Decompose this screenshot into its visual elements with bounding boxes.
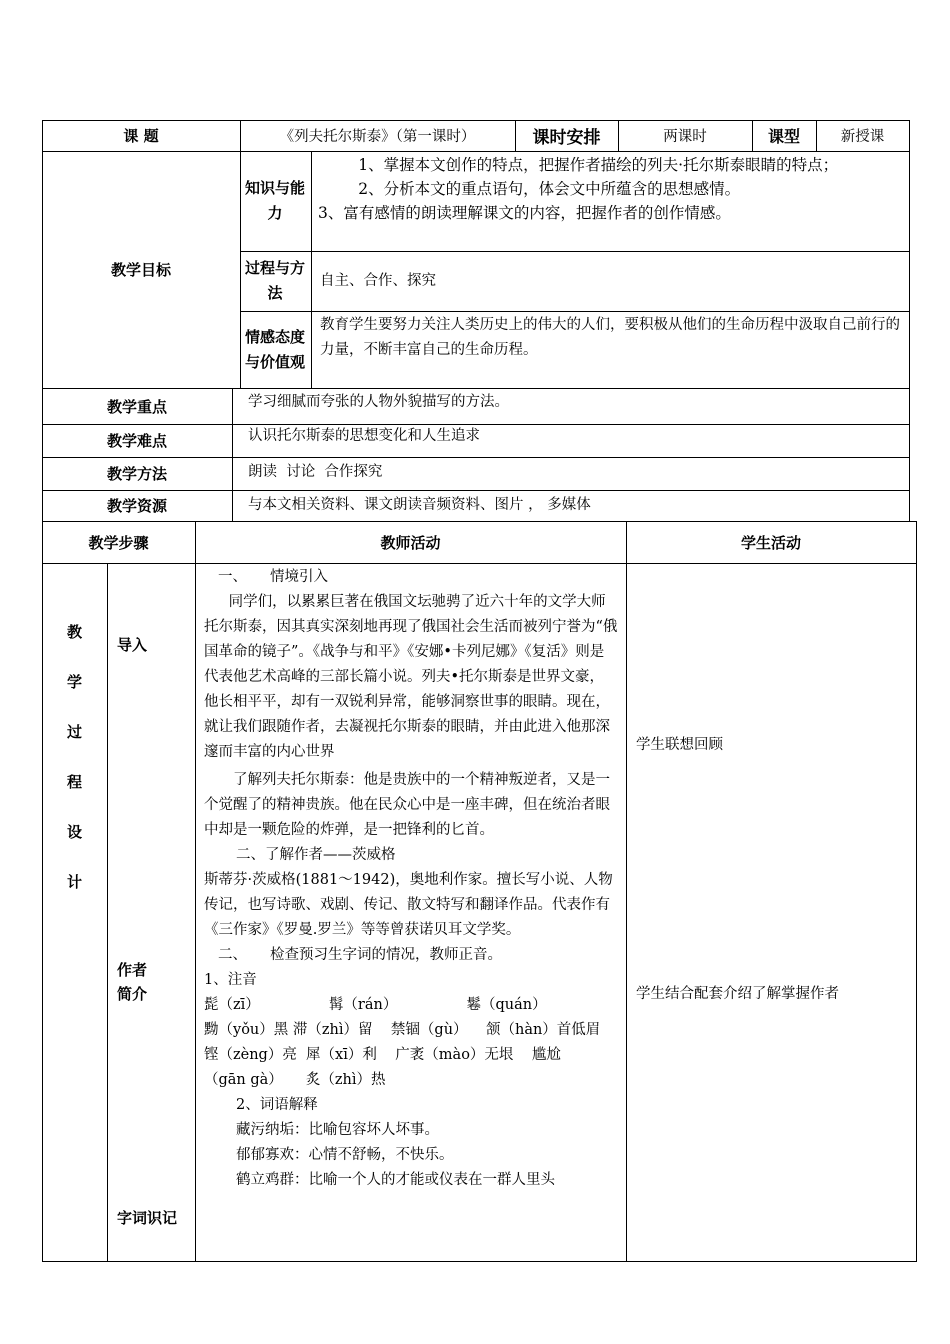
teacher-activity <box>204 565 618 1193</box>
process-design-char: 教 <box>66 623 82 641</box>
section-1-title: 一、 情境引入 <box>218 569 329 585</box>
method-label: 教学方法 <box>106 465 167 483</box>
emotion-label: 情感态度与价值观 <box>244 327 305 371</box>
type-value: 新授课 <box>840 129 885 145</box>
process-label: 过程与方法 <box>244 259 305 302</box>
process-design-char: 设 <box>66 823 82 841</box>
student-header: 学生活动 <box>740 533 801 552</box>
table1-border <box>240 120 241 389</box>
type-label: 课型 <box>767 127 800 146</box>
stage-vocab: 字词识记 <box>117 1209 178 1227</box>
resources-label: 教学资源 <box>106 497 167 515</box>
table2-bottom-border <box>42 1261 917 1262</box>
student-activity-1: 学生联想回顾 <box>636 737 723 753</box>
definition-1: 藏污纳垢：比喻包容坏人坏事。 <box>236 1122 439 1138</box>
student-activity-2: 学生结合配套介绍了解掌握作者 <box>636 986 839 1002</box>
table1-border <box>240 311 910 312</box>
table2-border <box>626 521 627 1262</box>
process-design-char: 过 <box>66 723 82 741</box>
hours-label: 课时安排 <box>532 128 601 148</box>
section-1-paragraph-2: 了解列夫托尔斯泰：他是贵族中的一个精神叛逆者，又是一个觉醒了的精神贵族。他在民众心中是一座丰碑，但在统治者眼中却是一颗危险的炸弹，是一把锋利的匕首。 <box>204 772 610 838</box>
stage-author: 作者 简介 <box>117 961 148 1003</box>
difficulty-label: 教学难点 <box>106 432 167 450</box>
definition-2: 郁郁寡欢：心情不舒畅，不快乐。 <box>236 1147 454 1163</box>
key-points-value: 学习细腻而夸张的人物外貌描写的方法。 <box>248 394 509 410</box>
pinyin-line-1: 髭（zī） 髯（rán） 鬈（quán） <box>204 997 547 1013</box>
emotion-text: 教育学生要努力关注人类历史上的伟大的人们，要积极从他们的生命历程中汲取自己前行的力量，不断丰富自己的生命历程。 <box>320 317 900 358</box>
section-3-sub-1: 1、注音 <box>204 972 257 988</box>
pinyin-line-3: 铿（zèng）亮 犀（xī）利 广袤（mào）无垠 尴尬 <box>204 1047 561 1063</box>
process-text: 自主、合作、探究 <box>320 273 436 289</box>
section-1-paragraph: 同学们，以累累巨著在俄国文坛驰骋了近六十年的文学大师托尔斯泰，因其真实深刻地再现了俄国社会生活而被列宁誉为“俄国革命的镜子”。《战争与和平》《安娜•卡列尼娜》《复活》则是代表他艺术高峰的三部长篇小说。列夫•托尔斯泰是世界文豪，他长相平平，却有一双锐利异常，能够洞察世事的眼睛。现在，就让我们跟随作者，去凝视托尔斯泰的眼睛，并由此进入他那深邃而丰富的内心世界 <box>204 594 618 760</box>
section-2-paragraph: 斯蒂芬·茨威格(1881～1942)，奥地利作家。擅长写小说、人物传记，也写诗歌、戏剧、传记、散文特写和翻译作品。代表作有《三作家》《罗曼.罗兰》等等曾获诺贝耳文学奖。 <box>204 872 613 938</box>
knowledge-line-3: 3、富有感情的朗读理解课文的内容，把握作者的创作情感。 <box>318 204 731 222</box>
table2-border <box>42 563 917 564</box>
table1-border <box>232 388 233 522</box>
topic-value: 《列夫托尔斯泰》（第一课时） <box>279 129 476 145</box>
table2-border <box>195 521 196 1262</box>
pinyin-line-2: 黝（yǒu）黑 滞（zhì）留 禁锢（gù） 颔（hàn）首低眉 <box>204 1022 601 1038</box>
table1-border <box>311 151 312 388</box>
difficulty-value: 认识托尔斯泰的思想变化和人生追求 <box>248 428 480 444</box>
section-3-sub-2: 2、词语解释 <box>236 1097 318 1113</box>
resources-value: 与本文相关资料、课文朗读音频资料、图片 ， 多媒体 <box>248 497 591 513</box>
stage-intro: 导入 <box>117 636 148 654</box>
process-design-char: 程 <box>66 773 82 791</box>
key-points-label: 教学重点 <box>106 397 167 416</box>
table1-border <box>909 120 910 522</box>
topic-label: 课 题 <box>123 127 159 145</box>
goals-label: 教学目标 <box>110 261 171 279</box>
process-design-label <box>42 607 107 907</box>
hours-value: 两课时 <box>663 129 707 145</box>
definition-3: 鹤立鸡群：比喻一个人的才能或仪表在一群人里头 <box>236 1172 555 1188</box>
process-design-char: 计 <box>66 873 82 891</box>
knowledge-line-1: 1、掌握本文创作的特点，把握作者描绘的列夫·托尔斯泰眼睛的特点； <box>358 156 839 174</box>
steps-header: 教学步骤 <box>88 533 149 552</box>
section-3-title: 二、 检查预习生字词的情况，教师正音。 <box>218 947 503 963</box>
knowledge-text <box>318 153 906 225</box>
process-design-char: 学 <box>66 673 82 691</box>
table1-border <box>240 251 910 252</box>
table2-border <box>107 563 108 1262</box>
teacher-header: 教师活动 <box>380 533 441 552</box>
knowledge-label: 知识与能力 <box>244 179 305 222</box>
table2-border <box>916 521 917 1262</box>
pinyin-line-4: （gān gà） 炙（zhì）热 <box>204 1072 386 1088</box>
method-value: 朗读 讨论 合作探究 <box>248 464 383 480</box>
section-2-title: 二、了解作者——茨威格 <box>236 847 396 863</box>
knowledge-line-2: 2、分析本文的重点语句，体会文中所蕴含的思想感情。 <box>358 180 741 198</box>
